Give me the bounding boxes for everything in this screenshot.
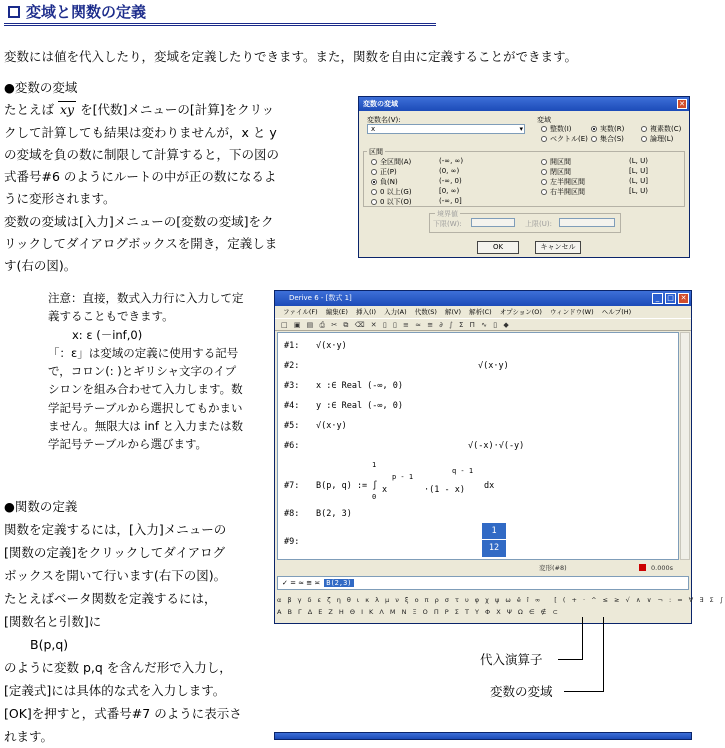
menu-help[interactable]: ヘルプ(H) [601, 308, 632, 316]
expr-7[interactable]: B(p, q) := ∫ [316, 481, 378, 491]
expr-3[interactable]: x :∈ Real (-∞, 0) [316, 381, 403, 391]
callout-assignment-operator: 代入演算子 [480, 652, 543, 667]
next-window-titlebar [274, 732, 692, 740]
integral-dx: dx [484, 481, 495, 491]
integral-body: ·(1 - x) [424, 485, 465, 495]
section1-line-2: の変域を負の数に制限して計算すると，下の図の [4, 146, 280, 162]
page-heading [4, 2, 436, 26]
type-group-label: 変域 [537, 116, 551, 124]
expr-5[interactable]: √(x·y) [316, 421, 347, 431]
expr-8[interactable]: B(2, 3) [316, 509, 352, 519]
section1-line-0: たとえば xy を[代数]メニューの[計算]をクリッ [4, 102, 275, 118]
section2-title: ●関数の定義 [4, 499, 78, 514]
expr-4[interactable]: y :∈ Real (-∞, 0) [316, 401, 403, 411]
interval-all[interactable]: 全区間(A) [371, 157, 411, 167]
entry-buttons[interactable]: ✓ = ≈ ≅ ≍ [282, 579, 321, 587]
menu-edit[interactable]: 編集(E) [325, 308, 348, 316]
callout-line-a-vert [582, 617, 583, 660]
type-vector[interactable]: ベクトル(E) [541, 134, 588, 144]
section1-line-4: うに変形されます。 [4, 191, 116, 207]
note-formula: x: ε (－inf,0) [72, 327, 143, 342]
callout-line-b-vert [603, 617, 604, 692]
menu-window[interactable]: ウィンドウ(W) [550, 308, 594, 316]
interval-group-label: 区間 [369, 148, 383, 156]
section1-line-3: 式番号#6 のようにルートの中が正の数になるよ [4, 169, 277, 185]
section-function-definition: ●関数の定義 関数を定義するには，[入力]メニューの [関数の定義]をクリックしてダイアログ ボックスを開いて行います(右下の図)。 たとえばベータ関数を定義するには， [関数名と引数]に B(p,q) のように変数 p,q を含んだ形で入力し， [定義式]には具体的な式を入力します。 [OK]を押すと，式番号#7 のように表示さ れます。 [4, 495, 266, 748]
menu-input[interactable]: 入力(A) [384, 308, 407, 316]
variable-domain-dialog: 変数の変域 ✕ 変数名(V): x ▾ 変域 整数(I) 実数(R) 複素数(C) ベクトル(E) 集合(S) 論理(L) 区間 全区間(A) (-∞, ∞) 正(P) (0, ∞) 負(N) (-∞, 0) 0 以上(G) [0, ∞) 0 以下(O) (-∞, 0] 開区間 (L, U) 閉区間 [L, U] 左半開区間 (L, U] 右半開区間 [L, U) 境界値 下限(W): 上限(U): OK キャンセル [358, 96, 690, 258]
menu-solve[interactable]: 解(V) [445, 308, 462, 316]
entry-input[interactable]: B(2,3) [326, 579, 352, 587]
type-integer[interactable]: 整数(I) [541, 124, 572, 134]
expr-label: #9: [284, 537, 300, 547]
menu-algebra[interactable]: 代数(S) [414, 308, 437, 316]
toolbar[interactable]: □ ▣ ▤ ⎙ ✂ ⧉ ⌫ ✕ ▯ ▯ ≡ ≈ ≅ ∂ ∫ Σ Π ∿ ▯ ◆ [275, 318, 691, 331]
expr-label: #6: [284, 441, 300, 451]
variable-name-label: 変数名(V): [367, 116, 401, 124]
callout-line-a [558, 659, 582, 660]
section1-line-7: す(右の図)。 [4, 258, 77, 274]
expr-label: #2: [284, 361, 300, 371]
window-titlebar: Derive 6 - [数式 1] _ □ ✕ [275, 291, 691, 306]
expr-label: #5: [284, 421, 300, 431]
integral-upper: 1 [372, 461, 377, 469]
callout-line-b [564, 691, 604, 692]
interval-positive[interactable]: 正(P) [371, 167, 397, 177]
intro-paragraph: 変数には値を代入したり，変域を定義したりできます。また，関数を自由に定義することができます。 [4, 49, 578, 64]
minimize-icon[interactable]: _ [652, 293, 663, 304]
expr-2[interactable]: √(x·y) [478, 361, 509, 371]
section1-line-6: リックしてダイアログボックスを開き，定義しま [4, 236, 278, 252]
expr-1[interactable]: √(x·y) [316, 341, 347, 351]
menu-options[interactable]: オプション(O) [499, 308, 542, 316]
vertical-scrollbar[interactable] [680, 332, 690, 560]
status-bar: 変形(#8) 0.000s [539, 564, 673, 572]
derive-window [274, 290, 725, 624]
section1-line-5: 変数の変域は[入力]メニューの[変数の変域]をク [4, 213, 274, 229]
expr-label: #8: [284, 509, 300, 519]
upper-limit-input[interactable] [559, 218, 615, 227]
entry-line[interactable] [277, 576, 689, 590]
interval-left-half-open[interactable]: 左半開区間 [541, 177, 585, 187]
ok-button[interactable]: OK [477, 241, 519, 254]
cancel-button[interactable]: キャンセル [535, 241, 581, 254]
expr-label: #1: [284, 341, 300, 351]
expr-label: #4: [284, 401, 300, 411]
menu-bar [275, 306, 691, 318]
sqrt-xy: xy [59, 102, 75, 118]
chevron-down-icon[interactable]: ▾ [519, 125, 523, 133]
interval-nonnegative[interactable]: 0 以上(G) [371, 187, 412, 197]
type-complex[interactable]: 複素数(C) [641, 124, 681, 134]
dialog-titlebar: 変数の変域 ✕ [359, 97, 689, 111]
type-real[interactable]: 実数(R) [591, 124, 624, 134]
lower-limit-input[interactable] [471, 218, 515, 227]
type-logical[interactable]: 論理(L) [641, 134, 673, 144]
interval-negative[interactable]: 負(N) [371, 177, 398, 187]
checkbox-square-icon [8, 6, 20, 18]
integral-exp1: p - 1 [392, 473, 414, 481]
variable-name-combo[interactable]: x ▾ [367, 124, 525, 134]
interval-open[interactable]: 開区間 [541, 157, 571, 167]
callout-variable-domain: 変数の変域 [490, 684, 553, 699]
interval-right-half-open[interactable]: 右半開区間 [541, 187, 585, 197]
symbol-table[interactable]: α β γ δ ε ζ η θ ι κ λ μ ν ξ ο π ρ σ τ υ φ χ ψ ω ê î ∞ [ ( + · ^ ≤ ≥ √ ∧ ∨ ¬ : = ∀ ∃ Σ ∫ Α Β Γ Δ Ε Ζ Η Θ Ι Κ Λ Μ Ν Ξ Ο Π Ρ Σ Τ Υ Φ Χ Ψ Ω ∈ ∉ ⊂ [277, 596, 725, 616]
integral-base: x [382, 485, 388, 495]
close-icon[interactable]: ✕ [677, 99, 687, 109]
section-variable-domain [4, 77, 354, 278]
interval-closed[interactable]: 閉区間 [541, 167, 571, 177]
expr-9-selected[interactable]: 1 12 [482, 523, 506, 557]
algebra-window[interactable] [277, 332, 679, 560]
menu-file[interactable]: ファイル(F) [283, 308, 318, 316]
type-set[interactable]: 集合(S) [591, 134, 624, 144]
close-icon[interactable]: ✕ [678, 293, 689, 304]
menu-insert[interactable]: 挿入(I) [356, 308, 377, 316]
integral-exp2: q - 1 [452, 467, 474, 475]
expr-label: #3: [284, 381, 300, 391]
integral-lower: 0 [372, 493, 377, 501]
note-block: 注意：直接，数式入力行に入力して定 義することもできます。 x: ε (－inf,0) 「：ε」は変域の定義に使用する記号 で，コロン(: )とギリシャ文字のイプ シロンを組み合わせて入力します。数 学記号テーブルから選択してもかまい ません。無限大は inf と入力または数 学記号テーブルから選びます。 [48, 289, 270, 454]
interval-nonpositive[interactable]: 0 以下(O) [371, 197, 412, 207]
expr-label: #7: [284, 481, 300, 491]
beta-signature: B(p,q) [30, 637, 69, 652]
section1-title: ●変数の変域 [4, 80, 78, 95]
maximize-icon[interactable]: □ [665, 293, 676, 304]
heading-text: 変域と関数の定義 [26, 3, 147, 21]
section1-line-1: クして計算しても結果は変わりませんが，x と y [4, 124, 277, 140]
expr-6[interactable]: √(-x)·√(-y) [468, 441, 525, 451]
menu-analysis[interactable]: 解析(C) [469, 308, 492, 316]
